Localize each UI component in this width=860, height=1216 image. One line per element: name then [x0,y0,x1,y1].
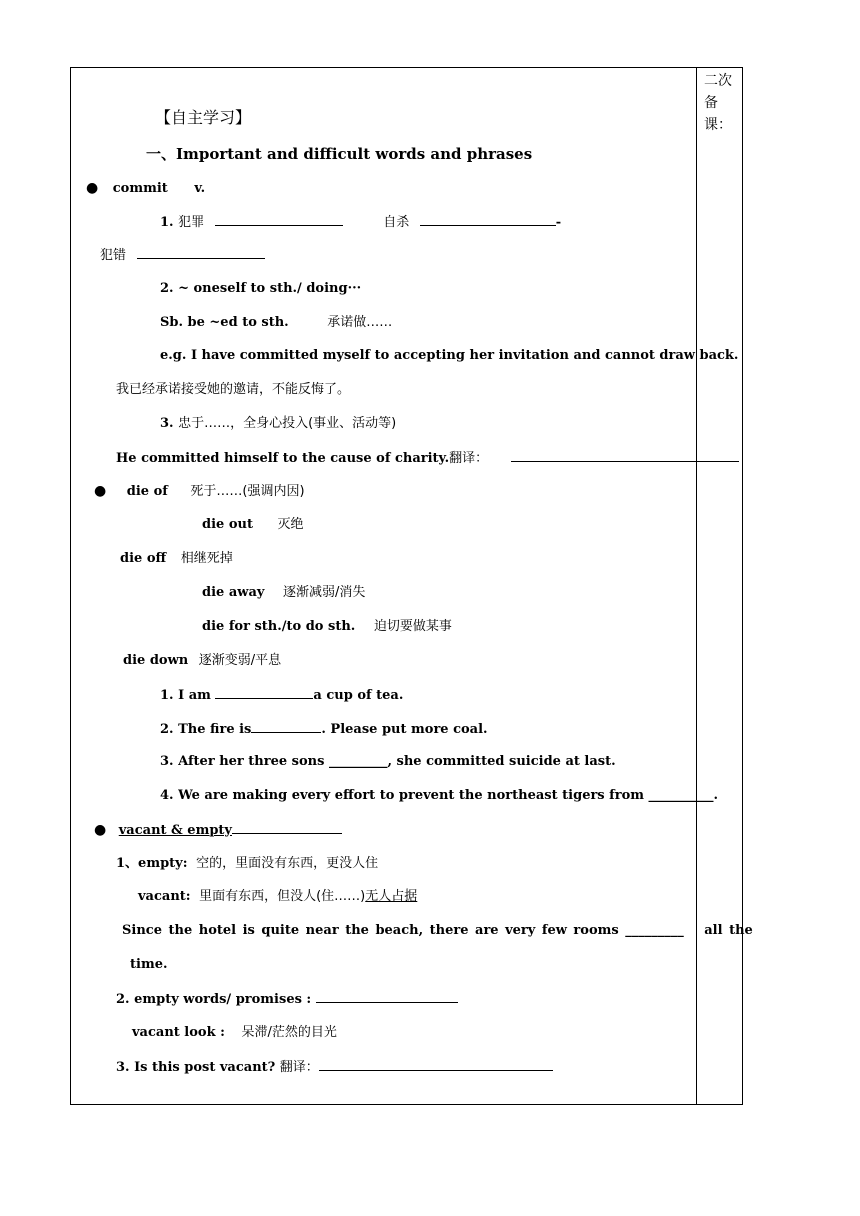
die-down-en: die down [123,653,189,668]
die-out-cn: 灭绝 [277,517,304,532]
die-ex2-start: 2. The fire is [160,722,252,737]
vacant-definition [138,888,417,906]
commit-pos: v. [194,181,206,196]
vacant-en: vacant: [138,889,191,904]
commit-phrase-cn: 承诺做…… [327,315,393,330]
translate-label: 翻译： [449,451,489,466]
vacant-look-cn: 呆滞/茫然的目光 [241,1025,337,1040]
commit-line-3b [116,449,739,468]
page-heading: 【自主学习】 [155,108,252,127]
die-away-en: die away [202,585,265,600]
commit-line-1b [100,246,265,265]
vacant-title: vacant & empty [118,823,232,838]
die-exercise-2 [160,720,488,739]
die-ex2-end: . Please put more coal. [321,722,488,737]
commit-line-3 [160,415,396,433]
blank-field[interactable] [420,213,556,226]
blank-field[interactable] [319,1058,553,1071]
title-underline [232,821,342,834]
commit-example-cn: 我已经承诺接受她的邀请，不能反悔了。 [116,382,351,397]
die-out-en: die out [202,517,253,532]
die-down-line [123,652,281,670]
commit-num-1: 1. [160,215,174,230]
empty-cn: 空的，里面没有东西，更没人住 [196,856,379,871]
side-note [704,70,738,136]
commit-phrase-en: Sb. be ~ed to sth. [160,315,289,330]
die-out-line [202,516,304,534]
die-off-en: die off [120,551,167,566]
commit-num-3: 3. [160,416,174,431]
commit-cn-mistake: 犯错 [100,248,127,263]
die-down-cn: 逐渐变弱/平息 [198,653,282,668]
section-title: 一、Important and difficult words and phrases [146,145,533,163]
translate-label: 翻译： [279,1060,319,1075]
vacant-cn: 里面有东西，但没人(住……) [199,889,366,904]
vacant-look-line [132,1024,337,1042]
bullet-icon: ● [94,822,107,838]
vacant-look-en: vacant look : [132,1025,225,1040]
vacant-example-tail: all the [704,923,753,938]
commit-line-2: 2. ~ oneself to sth./ doing··· [160,281,362,296]
die-away-line [202,584,365,602]
die-exercise-3: 3. After her three sons _________, she committed suicide at last. [160,754,616,769]
die-for-cn: 迫切要做某事 [373,619,452,634]
bullet-icon: ● [86,180,99,196]
empty-words-line [116,990,458,1009]
empty-words-text: 2. empty words/ promises : [116,992,312,1007]
blank-field[interactable] [251,720,321,733]
empty-en: 1、empty: [116,856,188,871]
vacant-title-line [94,821,342,840]
die-of-cn: 死于……(强调内因) [190,484,305,499]
commit-cn-crime: 犯罪 [178,215,205,230]
commit-example-en: e.g. I have committed myself to accepting her invitation and cannot draw back. [160,348,739,363]
post-vacant-en: 3. Is this post vacant? [116,1060,276,1075]
commit-dash: - [555,215,562,230]
commit-cn-suicide: 自杀 [383,215,410,230]
vacant-example-b: time. [130,957,168,972]
blank-field[interactable] [137,246,265,259]
commit-sentence-en: He committed himself to the cause of charity. [116,451,450,466]
blank-field[interactable] [215,213,343,226]
side-note-line-3: 课： [704,117,732,133]
die-exercise-1 [160,686,403,705]
post-vacant-line [116,1058,553,1077]
vacant-example-a [122,922,753,940]
empty-definition [116,855,378,873]
column-divider [696,67,697,1105]
side-note-line-2: 备 [704,95,718,111]
commit-entry [86,179,205,198]
die-of-line [94,482,305,501]
commit-line-1 [160,213,561,232]
die-off-cn: 相继死掉 [180,551,233,566]
blank-field[interactable] [316,990,458,1003]
vacant-cn-underlined: 无人占据 [365,889,418,904]
die-ex1-end: a cup of tea. [313,688,404,703]
side-note-line-1: 二次 [704,73,732,89]
die-ex1-start: 1. I am [160,688,211,703]
blank-field[interactable] [215,686,313,699]
die-off-line [120,550,233,568]
blank-field[interactable] [511,449,739,462]
die-for-line [202,618,452,636]
vacant-example-text: Since the hotel is quite near the beach, there are very few rooms _________ [122,923,684,938]
die-for-en: die for sth./to do sth. [202,619,356,634]
die-away-cn: 逐渐减弱/消失 [282,585,366,600]
die-of-en: die of [126,484,168,499]
die-exercise-4: 4. We are making every effort to prevent the northeast tigers from __________. [160,788,719,803]
commit-cn-devote: 忠于……，全身心投入(事业、活动等) [178,416,397,431]
bullet-icon: ● [94,483,107,499]
commit-word: commit [112,181,168,196]
commit-line-2b [160,314,392,332]
